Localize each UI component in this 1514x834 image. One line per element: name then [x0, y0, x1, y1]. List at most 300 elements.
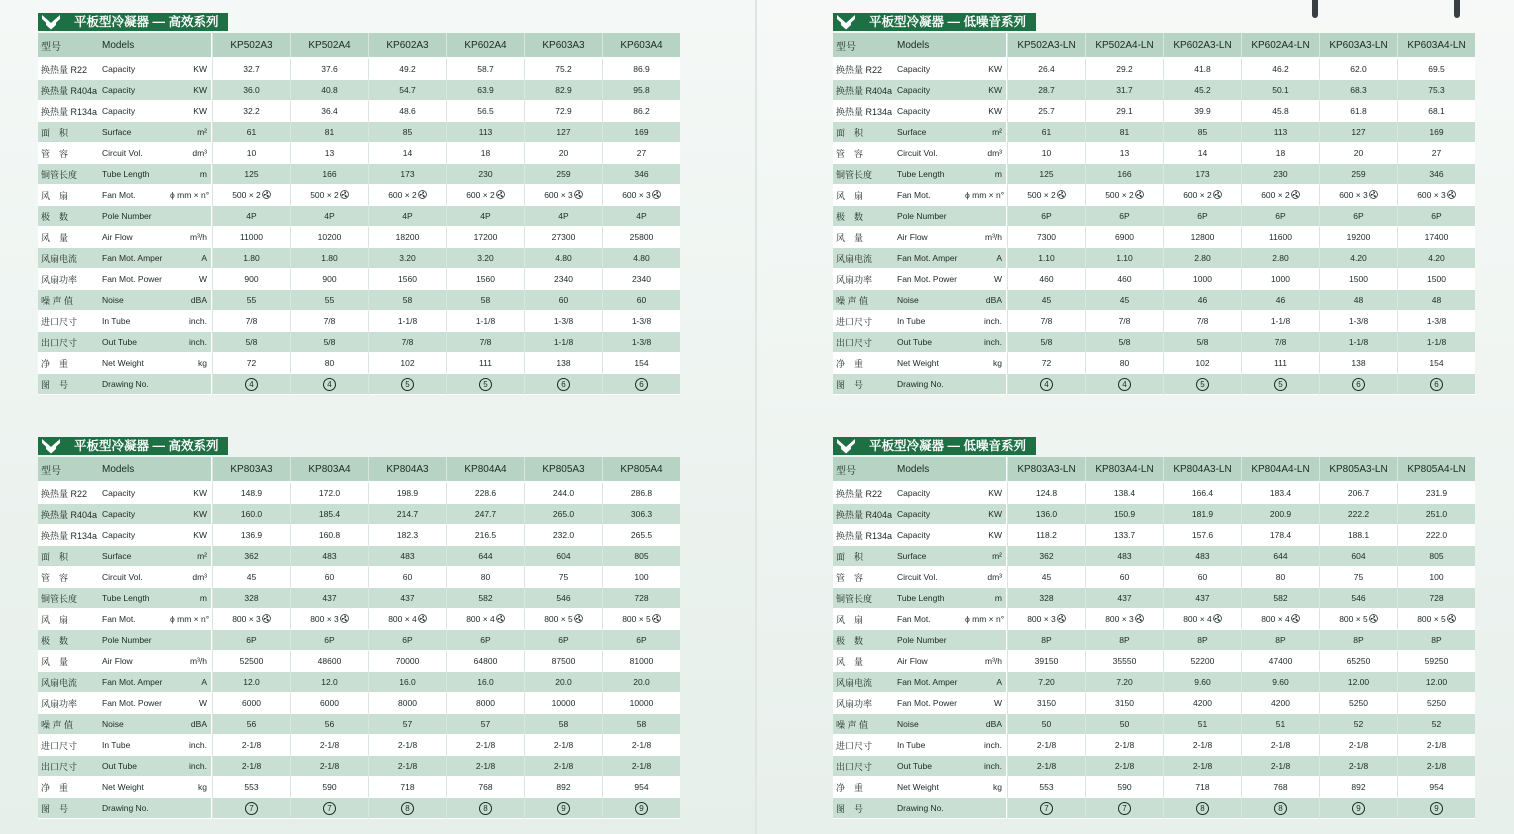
fan-spec: 500 × 2 [232, 190, 261, 200]
spec-value: 49.2 [368, 59, 446, 80]
model-name: KP805A3-LN [1319, 457, 1397, 483]
spec-value: 87500 [524, 651, 602, 672]
spec-section-low-noise-500-600 [833, 13, 1475, 395]
row-unit: dBA [965, 290, 1007, 311]
spec-value: 75.2 [524, 59, 602, 80]
spec-value: 259 [1319, 164, 1397, 185]
spec-value: 8P [1319, 630, 1397, 651]
row-label-en: Noise [100, 714, 170, 735]
spec-value: 27 [602, 143, 680, 164]
row-unit: inch. [965, 311, 1007, 332]
row-label-cn: 极 数 [38, 630, 100, 651]
model-name: KP603A4 [602, 33, 680, 59]
spec-value: 102 [368, 353, 446, 374]
spec-value [1007, 798, 1085, 819]
row-label-cn: 进口尺寸 [833, 735, 895, 756]
row-label-en: Air Flow [100, 227, 170, 248]
fan-icon [1291, 614, 1300, 623]
spec-value: 50 [1007, 714, 1085, 735]
row-label-en: Net Weight [895, 777, 965, 798]
spec-table [833, 457, 1475, 819]
row-unit: inch. [170, 332, 212, 353]
spec-value: 1000 [1241, 269, 1319, 290]
spec-value: 58 [368, 290, 446, 311]
row-label-cn: 风扇功率 [38, 269, 100, 290]
header-row [833, 457, 1475, 483]
spec-value: 4.20 [1397, 248, 1475, 269]
spec-value: 52200 [1163, 651, 1241, 672]
fan-icon [1057, 614, 1066, 623]
spec-value [446, 374, 524, 395]
spec-value: 80 [446, 567, 524, 588]
spec-value: 11600 [1241, 227, 1319, 248]
spec-value [1085, 609, 1163, 630]
row-label-cn: 净 重 [38, 777, 100, 798]
spec-value: 553 [212, 777, 290, 798]
row-label-cn: 换热量 R404a [38, 504, 100, 525]
spec-value [602, 374, 680, 395]
spec-row [38, 59, 680, 80]
fan-icon [1213, 614, 1222, 623]
row-label-en: Capacity [100, 101, 170, 122]
spec-value: 259 [524, 164, 602, 185]
drawing-number: 9 [1352, 802, 1365, 815]
spec-value: 169 [1397, 122, 1475, 143]
spec-value [212, 374, 290, 395]
spec-value: 460 [1085, 269, 1163, 290]
spec-value: 18200 [368, 227, 446, 248]
section-title: 平板型冷凝器 — 高效系列 [64, 437, 228, 455]
fan-icon [262, 190, 271, 199]
header-label-cn: 型号 [833, 457, 895, 483]
row-label-en: Out Tube [895, 756, 965, 777]
spec-value: 7/8 [1007, 311, 1085, 332]
spec-row [833, 672, 1475, 693]
fan-spec: 600 × 2 [466, 190, 495, 200]
drawing-number: 4 [1118, 378, 1131, 391]
row-label-cn: 图 号 [833, 798, 895, 819]
row-label-en: Capacity [895, 59, 965, 80]
spec-value [290, 609, 368, 630]
spec-value: 81000 [602, 651, 680, 672]
fan-icon [652, 614, 661, 623]
spec-value: 244.0 [524, 483, 602, 504]
spec-value: 6P [524, 630, 602, 651]
spec-value: 7.20 [1007, 672, 1085, 693]
spec-value: 52500 [212, 651, 290, 672]
spec-value: 590 [290, 777, 368, 798]
spec-row [38, 756, 680, 777]
row-label-cn: 风 扇 [38, 185, 100, 206]
spec-value: 4200 [1163, 693, 1241, 714]
spec-value: 4P [212, 206, 290, 227]
spec-value: 460 [1007, 269, 1085, 290]
spec-row [833, 59, 1475, 80]
row-label-cn: 风扇电流 [38, 248, 100, 269]
model-name: KP502A4 [290, 33, 368, 59]
spec-value: 37.6 [290, 59, 368, 80]
drawing-number: 4 [1040, 378, 1053, 391]
spec-value: 1500 [1319, 269, 1397, 290]
row-unit: m³/h [965, 651, 1007, 672]
spec-row [833, 374, 1475, 395]
spec-row [38, 777, 680, 798]
spec-value [446, 609, 524, 630]
spec-row [38, 588, 680, 609]
row-label-cn: 净 重 [833, 353, 895, 374]
spec-value: 65250 [1319, 651, 1397, 672]
row-unit [170, 206, 212, 227]
spec-value: 10 [212, 143, 290, 164]
row-label-en: Fan Mot. [895, 185, 965, 206]
spec-value [524, 374, 602, 395]
spec-value: 1.80 [290, 248, 368, 269]
spec-value: 72.9 [524, 101, 602, 122]
header-label-cn: 型号 [38, 457, 100, 483]
drawing-number: 6 [557, 378, 570, 391]
spec-value [1319, 798, 1397, 819]
section-header [38, 13, 680, 31]
model-name: KP804A4 [446, 457, 524, 483]
row-label-cn: 出口尺寸 [38, 332, 100, 353]
spec-value [1085, 798, 1163, 819]
spec-value [1319, 185, 1397, 206]
row-label-en: Tube Length [100, 164, 170, 185]
spec-row [38, 353, 680, 374]
spec-value: 8P [1241, 630, 1319, 651]
spec-value: 178.4 [1241, 525, 1319, 546]
spec-value [602, 185, 680, 206]
row-unit: inch. [170, 311, 212, 332]
spec-value: 20 [1319, 143, 1397, 164]
row-unit: A [170, 248, 212, 269]
row-unit: ϕ mm × n° [965, 185, 1007, 206]
spec-value: 95.8 [602, 80, 680, 101]
spec-value: 5/8 [290, 332, 368, 353]
spec-value: 127 [1319, 122, 1397, 143]
spec-value: 768 [446, 777, 524, 798]
spec-value: 590 [1085, 777, 1163, 798]
spec-value: 437 [1163, 588, 1241, 609]
row-label-en: Out Tube [100, 756, 170, 777]
spec-value: 48.6 [368, 101, 446, 122]
row-label-en: Net Weight [895, 353, 965, 374]
spec-value: 52 [1397, 714, 1475, 735]
spec-value: 28.7 [1007, 80, 1085, 101]
spec-value: 32.2 [212, 101, 290, 122]
row-label-cn: 铜管长度 [38, 164, 100, 185]
spec-value: 40.8 [290, 80, 368, 101]
spec-row [833, 609, 1475, 630]
spec-row [38, 101, 680, 122]
spec-value: 1000 [1163, 269, 1241, 290]
spec-value: 172.0 [290, 483, 368, 504]
model-name: KP603A3 [524, 33, 602, 59]
row-label-en: Fan Mot. Amper [100, 248, 170, 269]
spec-value: 265.5 [602, 525, 680, 546]
spec-value: 102 [1163, 353, 1241, 374]
model-name: KP804A4-LN [1241, 457, 1319, 483]
spec-value: 17400 [1397, 227, 1475, 248]
fan-spec: 600 × 2 [388, 190, 417, 200]
model-name: KP602A4-LN [1241, 33, 1319, 59]
spec-value: 138.4 [1085, 483, 1163, 504]
spec-value: 582 [1241, 588, 1319, 609]
fan-spec: 800 × 4 [466, 614, 495, 624]
row-unit [965, 630, 1007, 651]
row-label-en: Pole Number [100, 206, 170, 227]
spec-value: 2.80 [1163, 248, 1241, 269]
spec-value: 60 [1085, 567, 1163, 588]
model-name: KP803A3-LN [1007, 457, 1085, 483]
row-unit [170, 798, 212, 819]
spec-value [1007, 185, 1085, 206]
spec-value: 483 [290, 546, 368, 567]
spec-value: 232.0 [524, 525, 602, 546]
spec-value: 56 [212, 714, 290, 735]
row-label-cn: 图 号 [38, 374, 100, 395]
spec-value: 173 [368, 164, 446, 185]
row-label-cn: 风扇电流 [833, 672, 895, 693]
spec-value [446, 798, 524, 819]
spec-value: 31.7 [1085, 80, 1163, 101]
spec-value: 546 [524, 588, 602, 609]
row-unit: m² [965, 122, 1007, 143]
spec-value: 7/8 [1163, 311, 1241, 332]
fan-spec: 600 × 2 [1183, 190, 1212, 200]
row-unit [170, 374, 212, 395]
drawing-number: 6 [1430, 378, 1443, 391]
spec-value [1241, 609, 1319, 630]
spec-value: 72 [212, 353, 290, 374]
model-name: KP603A3-LN [1319, 33, 1397, 59]
spec-row [38, 248, 680, 269]
spec-value: 85 [1163, 122, 1241, 143]
spec-value: 4P [602, 206, 680, 227]
spec-value: 6900 [1085, 227, 1163, 248]
row-unit: A [965, 248, 1007, 269]
spec-value: 118.2 [1007, 525, 1085, 546]
row-label-cn: 风 量 [833, 651, 895, 672]
row-label-en: Capacity [895, 525, 965, 546]
spec-value [1319, 609, 1397, 630]
spec-value: 58.7 [446, 59, 524, 80]
row-unit: m [965, 164, 1007, 185]
row-label-cn: 风扇功率 [38, 693, 100, 714]
spec-value: 200.9 [1241, 504, 1319, 525]
row-label-en: Drawing No. [100, 798, 170, 819]
spec-value: 437 [1085, 588, 1163, 609]
row-unit: KW [170, 483, 212, 504]
spec-row [38, 227, 680, 248]
spec-row [38, 143, 680, 164]
row-unit: dm³ [170, 567, 212, 588]
spec-row [833, 164, 1475, 185]
spec-section-high-efficiency-800 [38, 437, 680, 819]
spec-value: 3.20 [446, 248, 524, 269]
drawing-number: 5 [1274, 378, 1287, 391]
row-label-cn: 铜管长度 [833, 164, 895, 185]
spec-value [1007, 374, 1085, 395]
spec-value: 8000 [368, 693, 446, 714]
spec-value: 45.8 [1241, 101, 1319, 122]
spec-value: 154 [1397, 353, 1475, 374]
header-unit-cell [965, 33, 1007, 59]
spec-value: 2-1/8 [368, 735, 446, 756]
spec-value: 6P [1007, 206, 1085, 227]
spec-row [833, 269, 1475, 290]
spec-row [38, 122, 680, 143]
row-label-cn: 出口尺寸 [833, 332, 895, 353]
spec-value: 1-3/8 [602, 332, 680, 353]
row-label-en: Fan Mot. Power [895, 269, 965, 290]
spec-value: 892 [1319, 777, 1397, 798]
spec-value: 604 [524, 546, 602, 567]
row-label-cn: 换热量 R134a [833, 525, 895, 546]
spec-value: 2-1/8 [290, 756, 368, 777]
spec-value: 954 [602, 777, 680, 798]
spec-value: 124.8 [1007, 483, 1085, 504]
spec-value: 6P [368, 630, 446, 651]
spec-value: 64800 [446, 651, 524, 672]
fan-icon [1369, 190, 1378, 199]
row-unit: kg [965, 777, 1007, 798]
row-label-en: Capacity [100, 59, 170, 80]
spec-value: 230 [1241, 164, 1319, 185]
spec-row [833, 311, 1475, 332]
spec-value: 58 [602, 714, 680, 735]
spec-value: 346 [602, 164, 680, 185]
row-label-cn: 风 扇 [833, 609, 895, 630]
model-name: KP805A4-LN [1397, 457, 1475, 483]
row-label-en: Out Tube [895, 332, 965, 353]
row-unit: ϕ mm × n° [170, 185, 212, 206]
row-label-cn: 风 扇 [38, 609, 100, 630]
spec-value: 80 [1085, 353, 1163, 374]
model-name: KP803A4 [290, 457, 368, 483]
row-label-en: Fan Mot. [895, 609, 965, 630]
row-unit: inch. [965, 735, 1007, 756]
page-gutter [755, 0, 757, 834]
spec-value: 20 [524, 143, 602, 164]
spec-value: 14 [1163, 143, 1241, 164]
spec-row [833, 504, 1475, 525]
spec-value: 75 [524, 567, 602, 588]
spec-value [290, 374, 368, 395]
fan-spec: 500 × 2 [1105, 190, 1134, 200]
spec-value: 2-1/8 [212, 756, 290, 777]
row-unit: A [965, 672, 1007, 693]
row-unit: dBA [170, 290, 212, 311]
spec-value: 1-1/8 [446, 311, 524, 332]
row-label-cn: 面 积 [38, 546, 100, 567]
spec-value: 5250 [1397, 693, 1475, 714]
row-label-cn: 风 量 [38, 651, 100, 672]
spec-value [368, 374, 446, 395]
row-unit: m [170, 164, 212, 185]
spec-value: 55 [290, 290, 368, 311]
row-label-en: Circuit Vol. [895, 143, 965, 164]
spec-value: 1-1/8 [368, 311, 446, 332]
spec-value: 9.60 [1163, 672, 1241, 693]
spec-value: 483 [368, 546, 446, 567]
spec-value: 13 [290, 143, 368, 164]
row-unit: ϕ mm × n° [965, 609, 1007, 630]
spec-value: 2-1/8 [368, 756, 446, 777]
row-label-cn: 风扇功率 [833, 693, 895, 714]
spec-value: 10 [1007, 143, 1085, 164]
spec-value: 1-3/8 [1397, 311, 1475, 332]
spec-row [833, 735, 1475, 756]
spec-value: 216.5 [446, 525, 524, 546]
spec-value [1163, 185, 1241, 206]
spec-value: 133.7 [1085, 525, 1163, 546]
spec-value: 80 [290, 353, 368, 374]
row-unit: inch. [170, 756, 212, 777]
spec-value: 2-1/8 [1007, 756, 1085, 777]
spec-value: 2-1/8 [524, 756, 602, 777]
row-label-en: Tube Length [895, 164, 965, 185]
fan-icon [652, 190, 661, 199]
chevron-down-icon [833, 13, 859, 31]
spec-value: 231.9 [1397, 483, 1475, 504]
row-unit [170, 630, 212, 651]
spec-value: 768 [1241, 777, 1319, 798]
spec-value: 483 [1085, 546, 1163, 567]
spec-value [368, 609, 446, 630]
drawing-number: 4 [245, 378, 258, 391]
spec-value: 185.4 [290, 504, 368, 525]
spec-value: 2-1/8 [1163, 735, 1241, 756]
spec-value: 4.80 [602, 248, 680, 269]
spec-value: 728 [602, 588, 680, 609]
spec-value: 169 [602, 122, 680, 143]
spec-value: 306.3 [602, 504, 680, 525]
spec-value: 12.0 [212, 672, 290, 693]
spec-value [368, 798, 446, 819]
row-unit: dm³ [965, 567, 1007, 588]
row-label-en: Noise [895, 714, 965, 735]
spec-table [833, 33, 1475, 395]
drawing-number: 8 [401, 802, 414, 815]
row-label-cn: 噪 声 值 [38, 290, 100, 311]
fan-spec: 600 × 2 [1261, 190, 1290, 200]
row-label-en: Fan Mot. Amper [100, 672, 170, 693]
spec-row [38, 311, 680, 332]
spec-value: 60 [1163, 567, 1241, 588]
spec-row [38, 290, 680, 311]
spec-value: 36.0 [212, 80, 290, 101]
fan-spec: 600 × 3 [1417, 190, 1446, 200]
spec-value: 5/8 [1085, 332, 1163, 353]
spec-value [524, 798, 602, 819]
fan-icon [1291, 190, 1300, 199]
fan-icon [1057, 190, 1066, 199]
spec-value: 328 [1007, 588, 1085, 609]
row-unit: KW [170, 80, 212, 101]
spec-value: 138 [1319, 353, 1397, 374]
row-unit: dBA [170, 714, 212, 735]
spec-row [833, 143, 1475, 164]
row-label-cn: 管 容 [38, 143, 100, 164]
row-label-en: In Tube [895, 311, 965, 332]
spec-value: 6000 [212, 693, 290, 714]
drawing-number: 7 [1040, 802, 1053, 815]
spec-value: 56 [290, 714, 368, 735]
spec-value: 7/8 [212, 311, 290, 332]
row-unit: m² [170, 122, 212, 143]
row-label-en: Drawing No. [895, 798, 965, 819]
